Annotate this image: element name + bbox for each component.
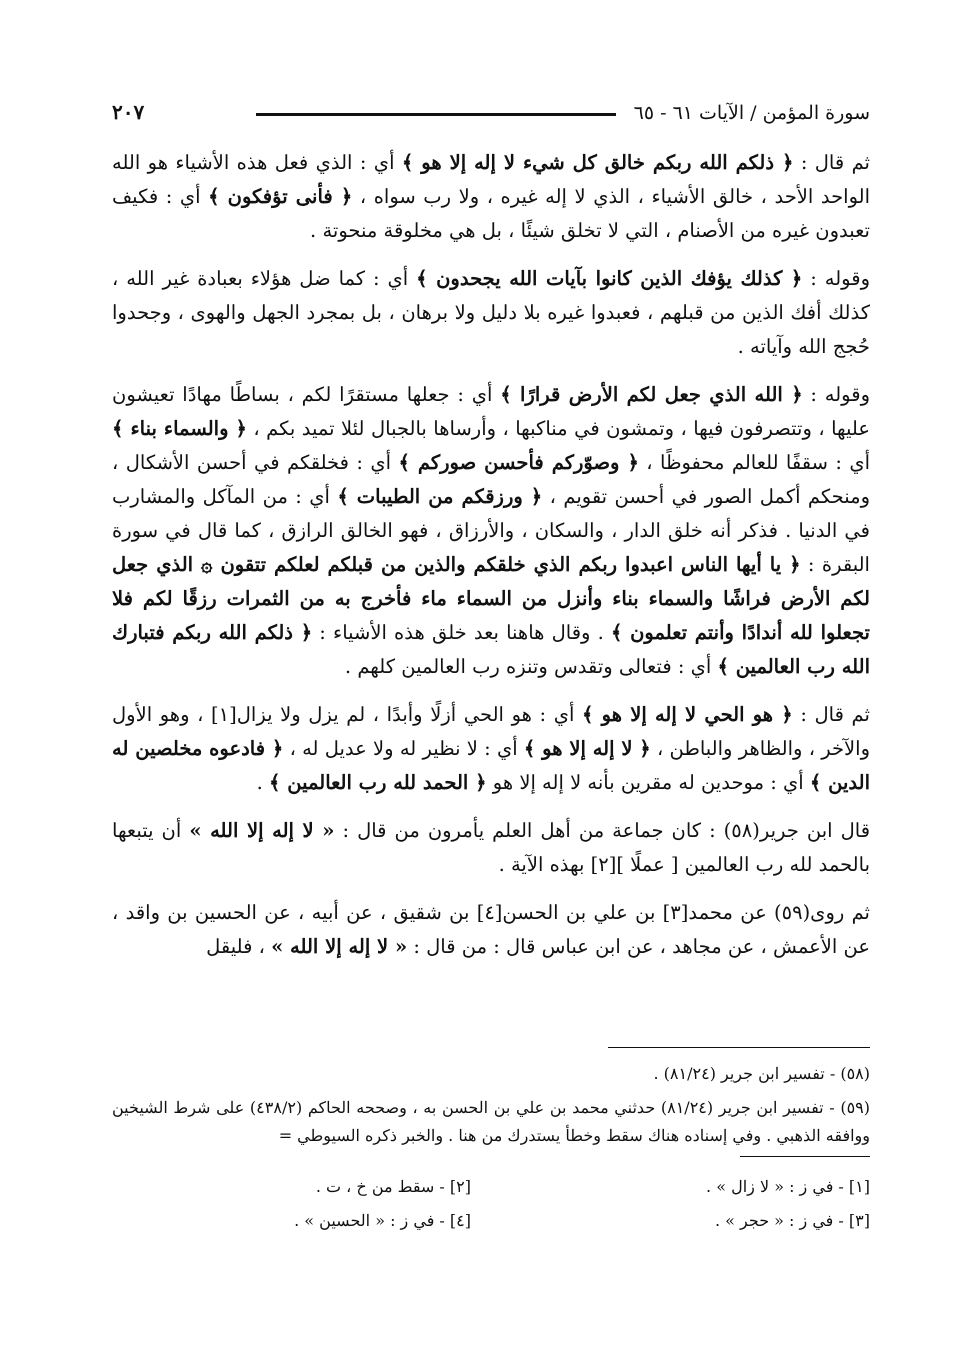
footnotes [112,1060,870,1235]
body-text: أي : كما ضل هؤلاء بعبادة غير الله ، كذلك أفك الذين من قبلهم ، فعبدوا غيره بلا دليل ولا برهان ، بل بمجرد الجهل والهوى ، وجحدوا حُجج الله وآياته . [112,267,870,358]
quote-text: ﴿ لا إله إلا هو ﴾ [523,737,651,760]
quote-text: ﴿ والسماء بناء ﴾ [112,417,247,440]
paragraph [112,814,870,882]
body-text: أي : سقفًا للعالم محفوظًا ، [638,451,870,474]
quote-text: ﴿ الله الذي جعل لكم الأرض قرارًا ﴾ [500,383,803,406]
variants-separator [740,1156,870,1157]
body-text: أي : فتعالى وتقدس وتنزه رب العالمين كلهم . [344,655,718,678]
quote-text: ﴿ فادعوه مخلصين له الدين ﴾ [112,737,870,794]
footnote-separator [608,1047,870,1048]
quote-text: ﴿ ذلكم الله ربكم خالق كل شيء لا إله إلا هو ﴾ [401,151,794,174]
body-text: ثم روى(٥٩) عن محمد[٣] بن علي بن الحسن[٤] بن شقيق ، عن أبيه ، عن الحسين بن واقد ، عن الأعمش ، عن مجاهد ، عن ابن عباس قال : من قال : [112,901,870,958]
quote-text: ﴿ فأنى تؤفكون ﴾ [208,185,353,208]
body-text: أي : هو الحي أزلًا وأبدًا ، لم يزل ولا يزال[١] ، وهو الأول والآخر ، والظاهر والباطن ، [112,703,870,760]
body-text: أي : من المآكل والمشارب في الدنيا . فذكر أنه خلق الدار ، والسكان ، والأرزاق ، فهو الخالق الرازق ، كما قال في سورة البقرة : [112,485,870,576]
body-text: . وقال هاهنا بعد خلق هذه الأشياء : [312,621,611,644]
variant-note-3: [٣] - في ز : « حجر » . [715,1211,870,1230]
quote-text: ﴿ يا أيها الناس اعبدوا ربكم الذي خلقكم والذين من قبلكم لعلكم تتقون ۞ الذي جعل لكم الأرض فراشًا والسماء بناء وأنزل من السماء ماء فأخرج به من الثمرات رزقًا لكم فلا تجعلوا لله أندادًا وأنتم تعلمون ﴾ [112,553,870,644]
paragraph [112,896,870,964]
variant-note-2: [٢] - سقط من خ ، ت . [315,1177,471,1196]
paragraph [112,698,870,800]
quote-text: ﴿ وصوّركم فأحسن صوركم ﴾ [398,451,639,474]
surah-title: سورة المؤمن / الآيات ٦١ - ٦٥ [633,102,870,124]
page-number: ٢٠٧ [112,100,145,124]
body-text: ، فليقل [206,935,272,958]
quote-text: ﴿ ذلكم الله ربكم فتبارك الله رب العالمين ﴾ [112,621,870,678]
running-header [112,90,870,124]
body-text: وقوله : [802,383,870,406]
paragraph [112,146,870,248]
body-text: أي : الذي فعل هذه الأشياء هو الله الواحد الأحد ، خالق الأشياء ، الذي لا إله غيره ، ولا رب سواه ، [112,151,871,208]
header-rule [256,113,616,116]
variant-notes [112,1173,870,1235]
body-text: . [256,771,270,794]
body-text: ثم قال : [792,703,870,726]
paragraph [112,262,870,364]
quote-text: ﴿ ورزقكم من الطيبات ﴾ [337,485,543,508]
body-text: وقوله : [802,267,870,290]
body-text: أي : فكيف تعبدون غيره من الأصنام ، التي لا تخلق شيئًا ، بل هي مخلوقة منحوتة . [112,185,870,242]
body-text: أي : فخلقكم في أحسن الأشكال ، ومنحكم أكمل الصور في أحسن تقويم ، [112,451,870,508]
footnote-59: (٥٩) - تفسير ابن جرير (٨١/٢٤) حدثني محمد بن علي بن الحسن به ، وصححه الحاكم (٤٣٨/٢) على شرط الشيخين ووافقه الذهبي . وفي إسناده هناك سقط وخطأ يستدرك من هنا . والخبر ذكره السيوطي = [112,1098,871,1145]
quote-text: ﴿ كذلك يؤفك الذين كانوا بآيات الله يجحدون ﴾ [416,267,803,290]
body-text: أي : لا نظير له ولا عديل له ، [283,737,524,760]
main-text [112,146,870,978]
footnote-58: (٥٨) - تفسير ابن جرير (٨١/٢٤) . [653,1064,870,1083]
quote-text: ﴿ هو الحي لا إله إلا هو ﴾ [582,703,793,726]
variant-note-1: [١] - في ز : « لا زال » . [706,1177,870,1196]
body-text: أي : موحدين له مقرين بأنه لا إله إلا هو [486,771,810,794]
body-text: ثم قال : [793,151,870,174]
body-text: أي : جعلها مستقرًا لكم ، بساطًا مهادًا تعيشون عليها ، وتتصرفون فيها ، وتمشون في مناكبها ، وأرساها بالجبال لئلا تميد بكم ، [112,383,870,440]
body-text: قال ابن جرير(٥٨) : كان جماعة من أهل العلم يأمرون من قال : [334,819,871,842]
quote-text: ﴿ الحمد لله رب العالمين ﴾ [269,771,487,794]
quote-text: « لا إله إلا الله » [271,935,408,958]
body-text: أن يتبعها بالحمد لله رب العالمين [ عملًا ][٢] بهذه الآية . [112,819,870,876]
quote-text: « لا إله إلا الله » [189,819,335,842]
variant-note-4: [٤] - في ز : « الحسين » . [294,1211,471,1230]
paragraph [112,378,870,684]
